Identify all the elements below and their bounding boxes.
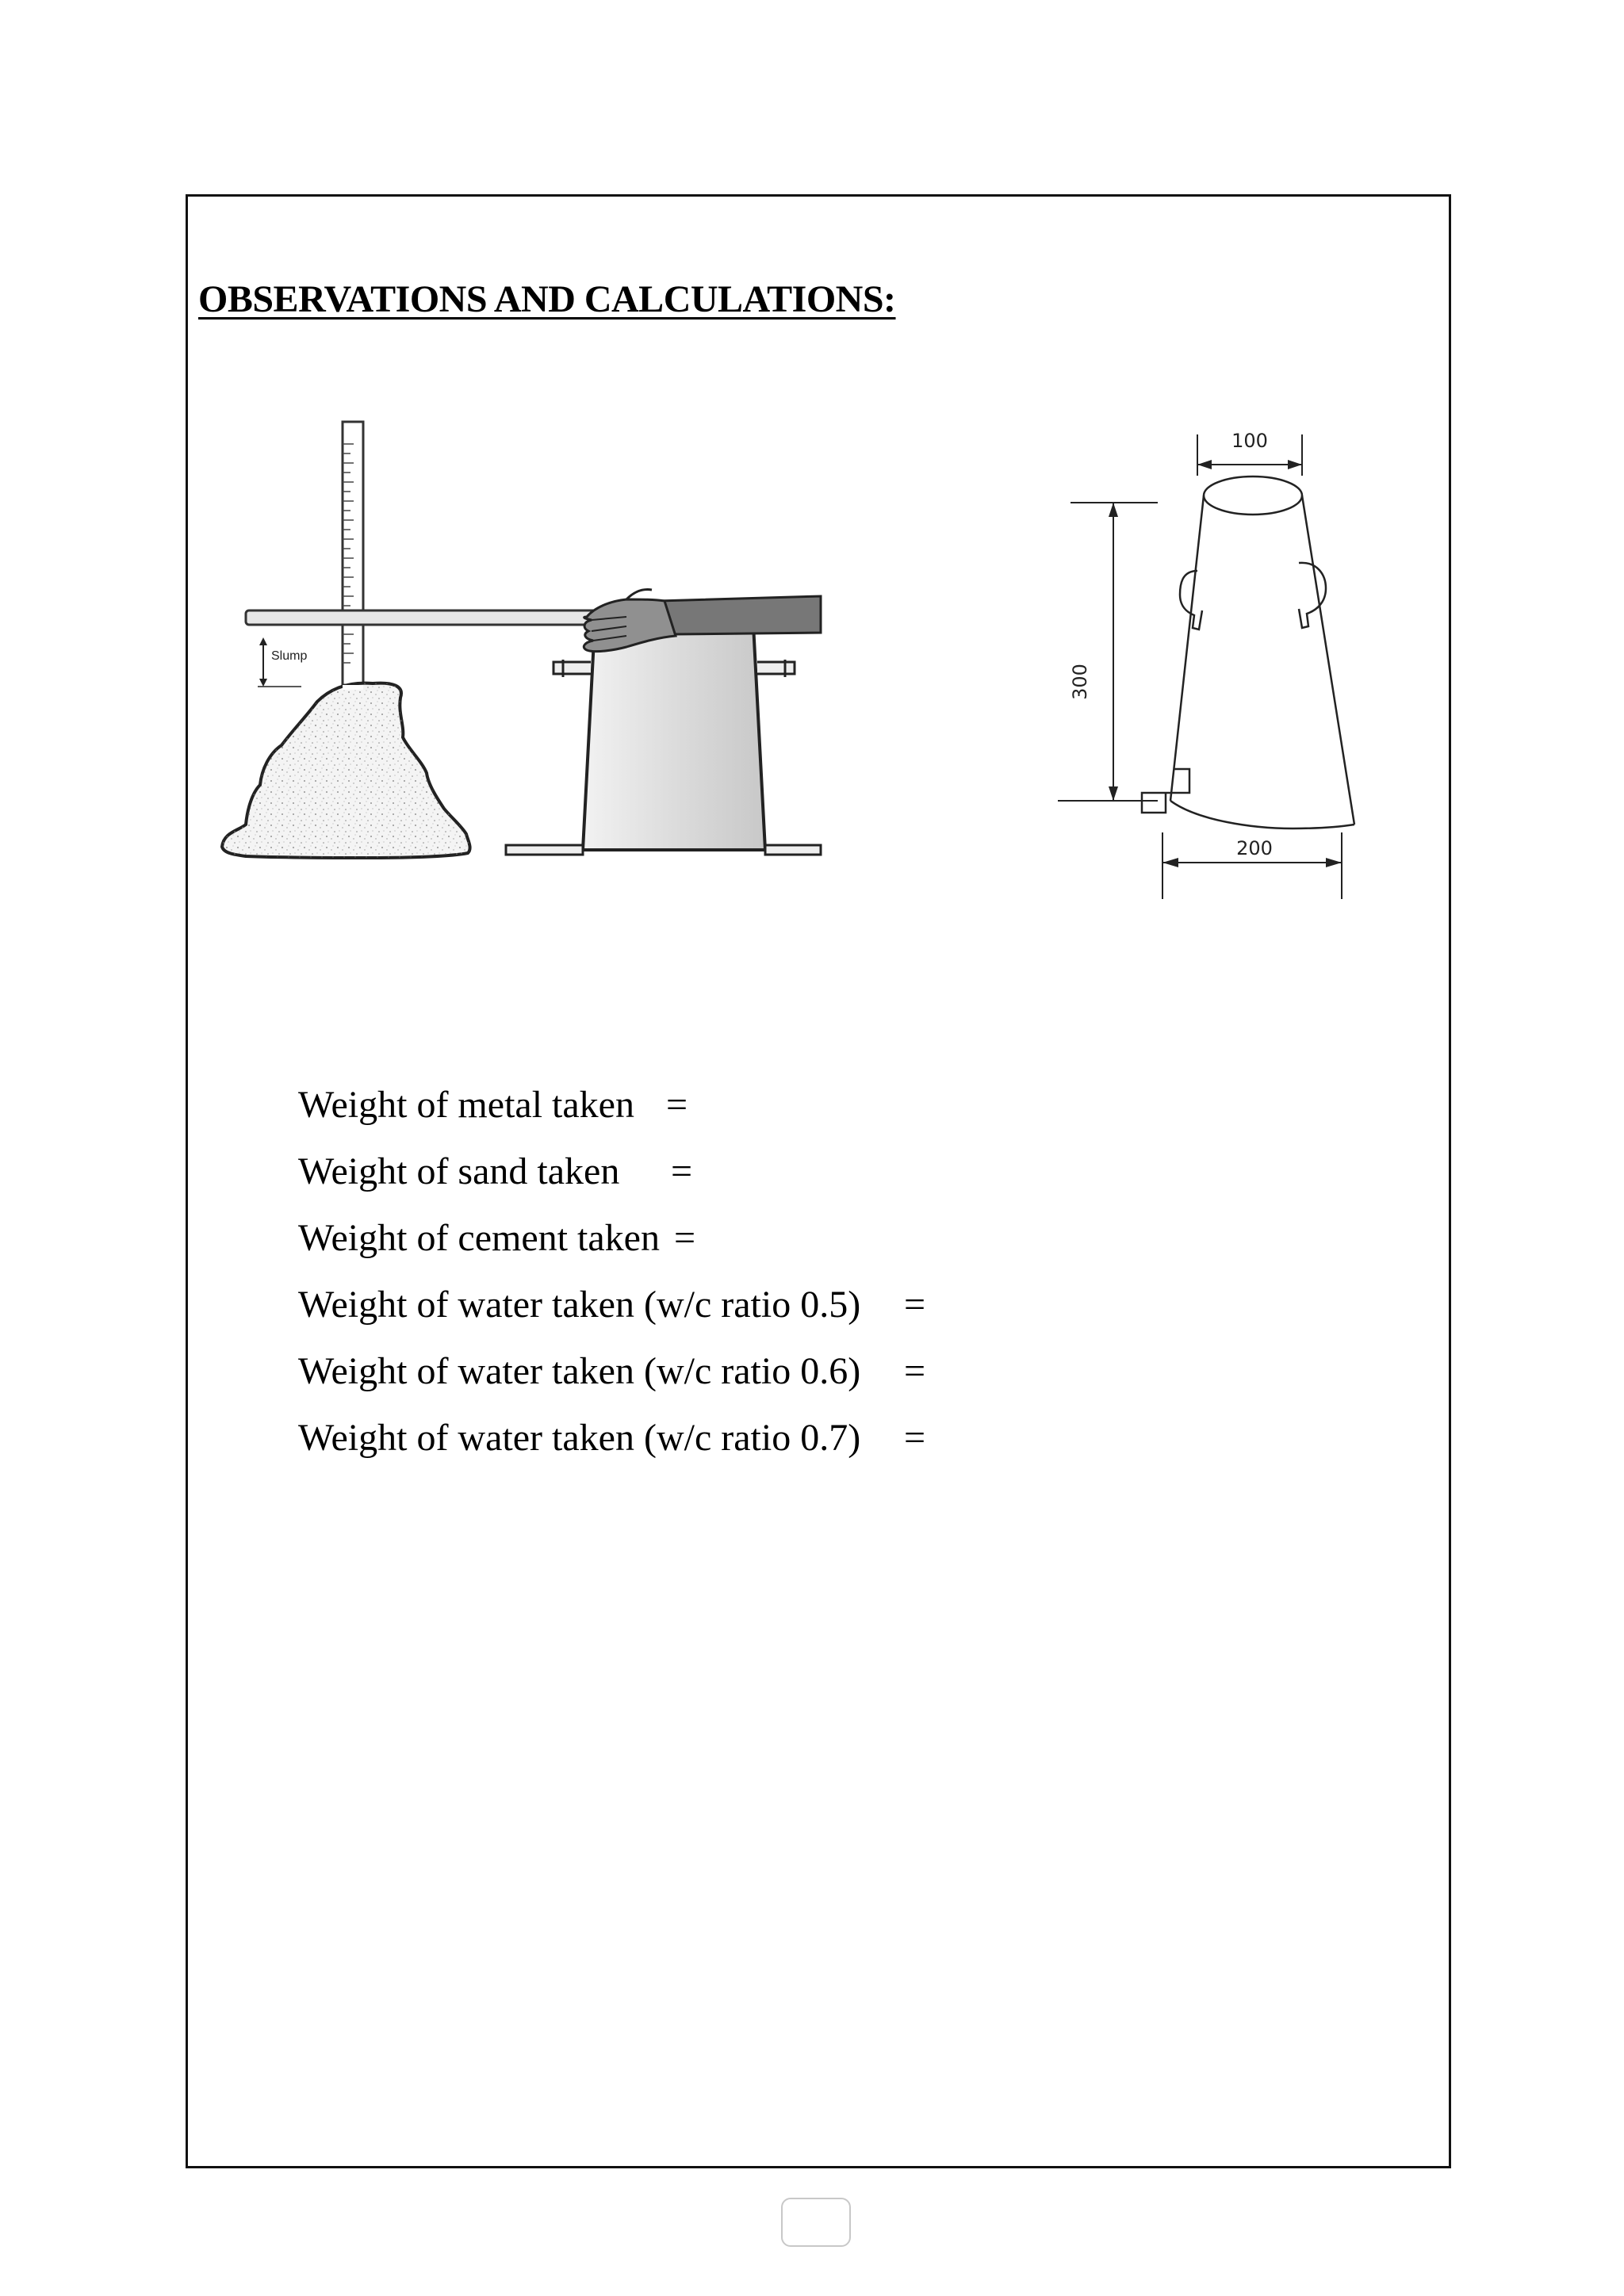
observation-label: Weight of water taken (w/c ratio 0.7) (298, 1417, 861, 1459)
slump-dimension (258, 637, 307, 687)
height-label: 300 (1069, 664, 1091, 700)
base-diameter-dimension (1162, 832, 1342, 899)
slump-label: Slump (271, 649, 308, 663)
cone-dimension-figure (1047, 420, 1380, 904)
section-heading: OBSERVATIONS AND CALCULATIONS: (198, 278, 896, 320)
equals-sign: = (674, 1217, 696, 1259)
equals-sign: = (904, 1350, 926, 1392)
top-diameter-dimension (1197, 430, 1302, 476)
observation-label: Weight of sand taken (298, 1150, 620, 1192)
observation-label: Weight of water taken (w/c ratio 0.6) (298, 1350, 861, 1392)
slump-cone (506, 625, 821, 855)
equals-sign: = (666, 1084, 688, 1126)
observation-label: Weight of metal taken (298, 1084, 634, 1126)
height-dimension (1058, 503, 1158, 801)
equals-sign: = (671, 1150, 693, 1192)
measuring-rod (343, 422, 363, 685)
top-diameter-label: 100 (1231, 430, 1268, 452)
equals-sign: = (904, 1417, 926, 1459)
observation-label: Weight of water taken (w/c ratio 0.5) (298, 1284, 861, 1326)
equals-sign: = (904, 1284, 926, 1326)
cone-outline (1142, 476, 1354, 828)
page-number-box (781, 2198, 851, 2247)
observation-label: Weight of cement taken (298, 1217, 660, 1259)
base-diameter-label: 200 (1236, 837, 1273, 859)
slump-test-figure (214, 412, 825, 872)
